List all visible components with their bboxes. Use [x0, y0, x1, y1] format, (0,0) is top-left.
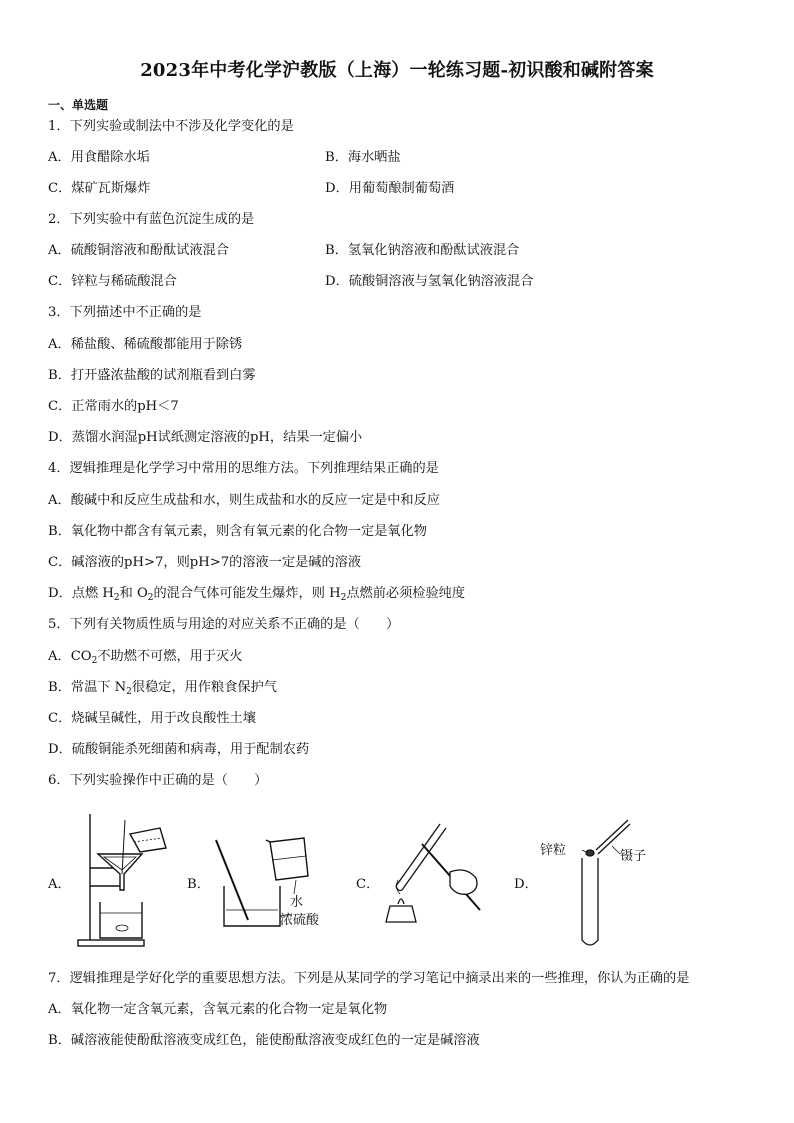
q4-option-b: B．氧化物中都含有氧元素，则含有氧元素的化合物一定是氧化物 — [48, 524, 427, 539]
q4-option-d: D．点燃 $H_2$和 $O_2$的混合气体可能发生爆炸，则 $H_2$点燃前必须检验纯度 — [48, 586, 466, 603]
dilution-figure — [208, 810, 333, 935]
q3-option-b: B．打开盛浓盐酸的试剂瓶看到白雾 — [48, 368, 256, 383]
q7-option-b: B．碱溶液能使酚酞溶液变成红色，能使酚酞溶液变成红色的一定是碱溶液 — [48, 1033, 480, 1048]
q2-stem: 2．下列实验中有蓝色沉淀生成的是 — [48, 212, 255, 227]
q6-option-a-label: A． — [48, 877, 71, 892]
q6-option-c-label: C． — [356, 877, 380, 892]
q2-option-c: C．锌粒与稀硫酸混合 — [48, 274, 177, 289]
q2-option-a: A．硫酸铜溶液和酚酞试液混合 — [48, 243, 229, 258]
zinc-label: 锌粒 — [540, 843, 567, 858]
q6-option-d-label: D． — [514, 877, 538, 892]
q5-stem: 5．下列有关物质性质与用途的对应关系不正确的是（ ） — [48, 617, 400, 632]
q3-stem: 3．下列描述中不正确的是 — [48, 305, 202, 320]
q1-stem: 1．下列实验或制法中不涉及化学变化的是 — [48, 119, 294, 134]
water-label: 水 — [290, 895, 304, 910]
sulfuric-acid-label: 浓硫酸 — [280, 913, 320, 928]
page-title: 2023年中考化学沪教版（上海）一轮练习题-初识酸和碱附答案 — [140, 60, 654, 81]
q3-option-d: D．蒸馏水润湿pH试纸测定溶液的pH，结果一定偏小 — [48, 430, 363, 445]
q4-stem: 4．逻辑推理是化学学习中常用的思维方法。下列推理结果正确的是 — [48, 461, 439, 476]
q2-option-b: B．氢氧化钠溶液和酚酞试液混合 — [325, 243, 520, 258]
q2-option-d: D．硫酸铜溶液与氢氧化钠溶液混合 — [325, 274, 534, 289]
q3-option-a: A．稀盐酸、稀硫酸都能用于除锈 — [48, 337, 243, 352]
section-heading: 一、单选题 — [48, 98, 109, 112]
q5-option-d: D．硫酸铜能杀死细菌和病毒，用于配制农药 — [48, 742, 310, 757]
q7-option-a: A．氧化物一定含氧元素，含氧元素的化合物一定是氧化物 — [48, 1002, 388, 1017]
q1-option-a: A．用食醋除水垢 — [48, 150, 150, 165]
filtration-figure — [70, 810, 170, 950]
q7-stem: 7．逻辑推理是学好化学的重要思想方法。下列是从某同学的学习笔记中摘录出来的一些推理，你认为正确的是 — [48, 971, 690, 986]
q4-option-c: C．碱溶液的pH>7，则pH>7的溶液一定是碱的溶液 — [48, 555, 362, 570]
q6-option-b-label: B． — [187, 877, 210, 892]
q5-option-b: B．常温下 $N_2$很稳定，用作粮食保护气 — [48, 680, 277, 697]
tweezers-label: 镊子 — [620, 849, 647, 864]
zinc-tube-figure — [540, 810, 670, 950]
q1-option-d: D．用葡萄酿制葡萄酒 — [325, 181, 455, 196]
heating-figure — [376, 810, 496, 930]
q6-stem: 6．下列实验操作中正确的是（ ） — [48, 773, 268, 788]
q1-option-b: B．海水晒盐 — [325, 150, 401, 165]
q3-option-c: C．正常雨水的pH＜7 — [48, 399, 179, 414]
q5-option-c: C．烧碱呈碱性，用于改良酸性土壤 — [48, 711, 256, 726]
q5-option-a: A．$CO_2$不助燃不可燃，用于灭火 — [48, 649, 243, 666]
q4-option-a: A．酸碱中和反应生成盐和水，则生成盐和水的反应一定是中和反应 — [48, 493, 440, 508]
q1-option-c: C．煤矿瓦斯爆炸 — [48, 181, 151, 196]
